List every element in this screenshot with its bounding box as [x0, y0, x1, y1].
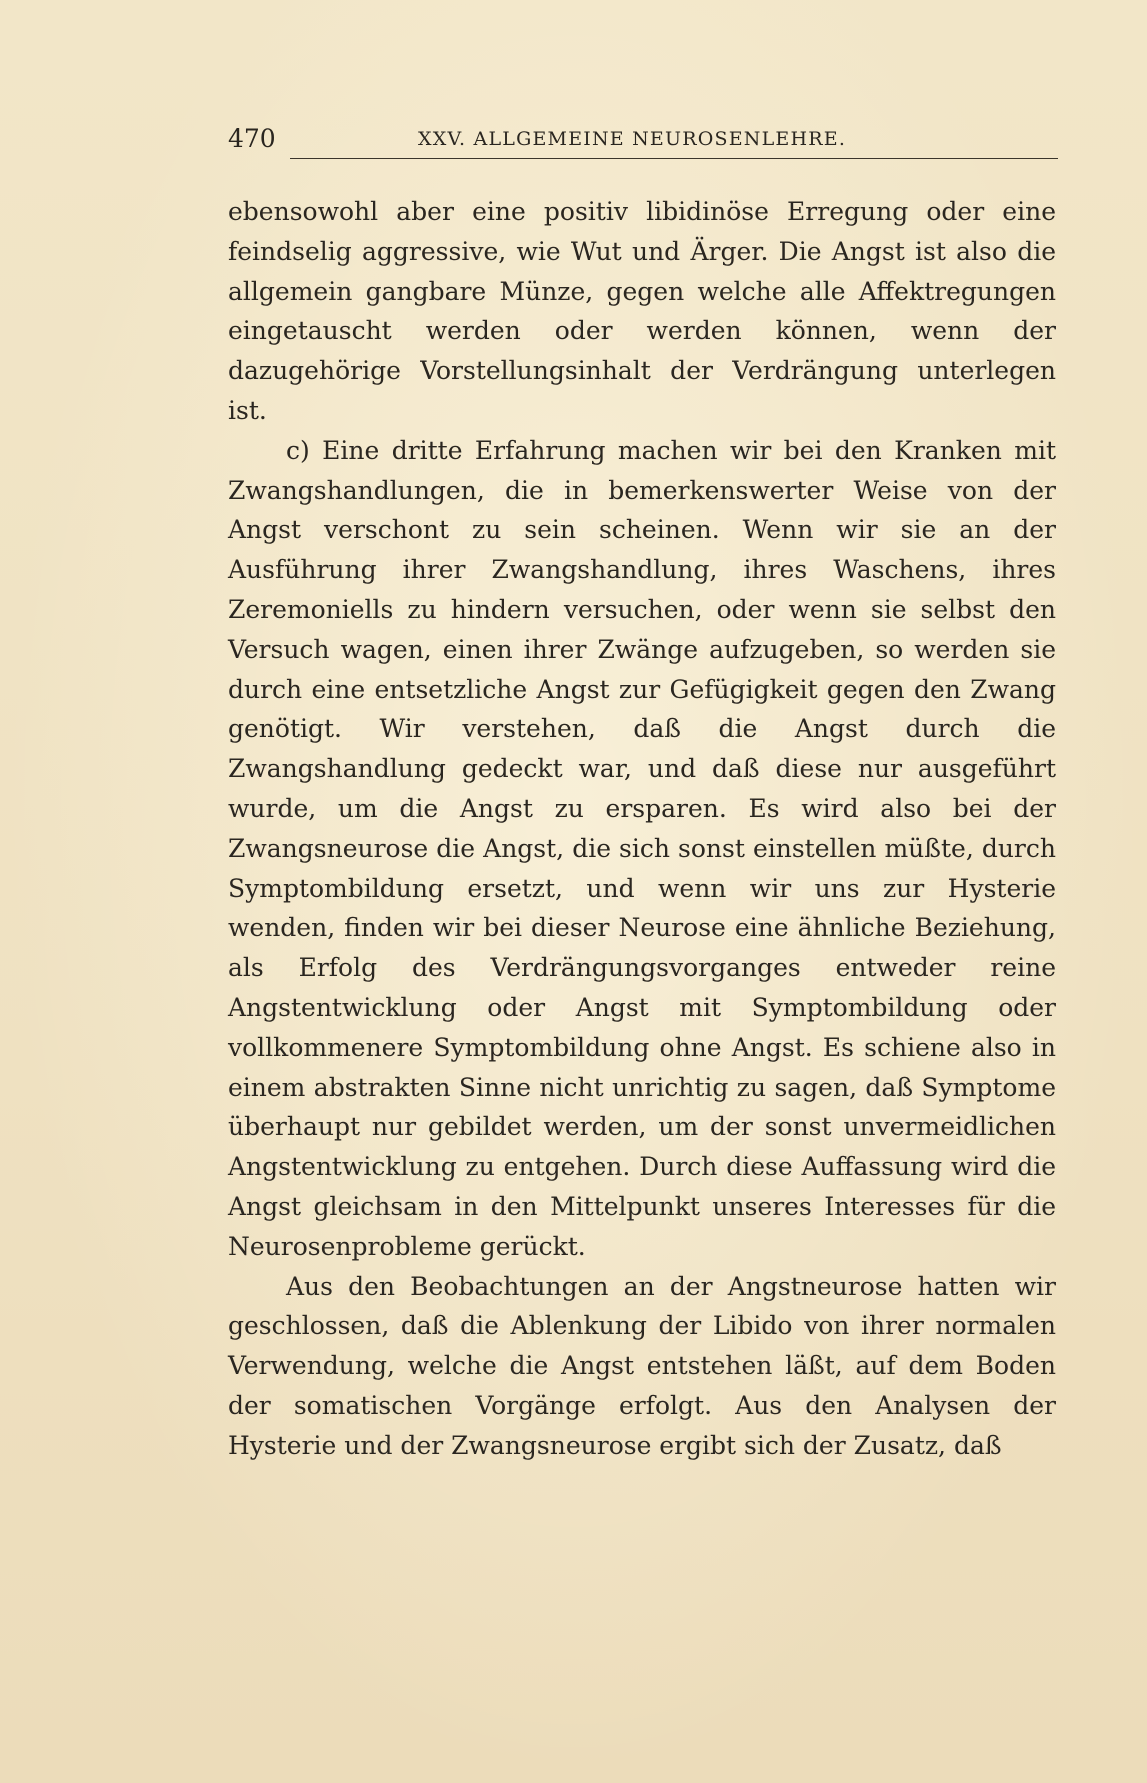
- paragraph-continuation: ebensowohl aber eine positiv libidinöse Erregung oder eine feindselig aggressive, wie Wut und Ärger. Die Angst ist also die allgemein gangbare Münze, gegen welche alle Affektregungen eingetauscht werden oder werden können, wenn der dazugehörige Vorstellungsinhalt der Verdrängung unterlegen ist.: [228, 197, 1056, 425]
- page-number: 470: [228, 124, 276, 153]
- page-header: [228, 124, 1058, 160]
- paragraph-c: c) Eine dritte Erfahrung machen wir bei den Kranken mit Zwangshandlungen, die in bemerkenswerter Weise von der Angst verschont zu sein scheinen. Wenn wir sie an der Ausführung ihrer Zwangshandlung, ihres Waschens, ihres Zeremoniells zu hindern versuchen, oder wenn sie selbst den Versuch wagen, einen ihrer Zwänge aufzugeben, so werden sie durch eine entsetzliche Angst zur Gefügigkeit gegen den Zwang genötigt. Wir verstehen, daß die Angst durch die Zwangshandlung gedeckt war, und daß diese nur ausgeführt wurde, um die Angst zu ersparen. Es wird also bei der Zwangsneurose die Angst, die sich sonst einstellen müßte, durch Symptombildung ersetzt, und wenn wir uns zur Hysterie wenden, finden wir bei dieser Neurose eine ähnliche Beziehung, als Erfolg des Verdrängungsvorganges entweder reine Angstentwicklung oder Angst mit Symptombildung oder vollkommenere Symptombildung ohne Angst. Es schiene also in einem abstrakten Sinne nicht unrichtig zu sagen, daß Symptome überhaupt nur gebildet werden, um der sonst unvermeidlichen Angstentwicklung zu entgehen. Durch diese Auffassung wird die Angst gleichsam in den Mittelpunkt unseres Interesses für die Neurosenprobleme gerückt.: [228, 435, 1056, 1261]
- header-rule: [290, 158, 1058, 159]
- paragraph-angstneurose: Aus den Beobachtungen an der Angstneurose hatten wir geschlossen, daß die Ablenkung der Libido von ihrer normalen Verwendung, welche die Angst entstehen läßt, auf dem Boden der somatischen Vorgänge erfolgt. Aus den Analysen der Hysterie und der Zwangsneurose ergibt sich der Zusatz, daß: [228, 1271, 1056, 1460]
- body-text: [228, 192, 1056, 1466]
- running-head: XXV. ALLGEMEINE NEUROSENLEHRE.: [418, 128, 847, 150]
